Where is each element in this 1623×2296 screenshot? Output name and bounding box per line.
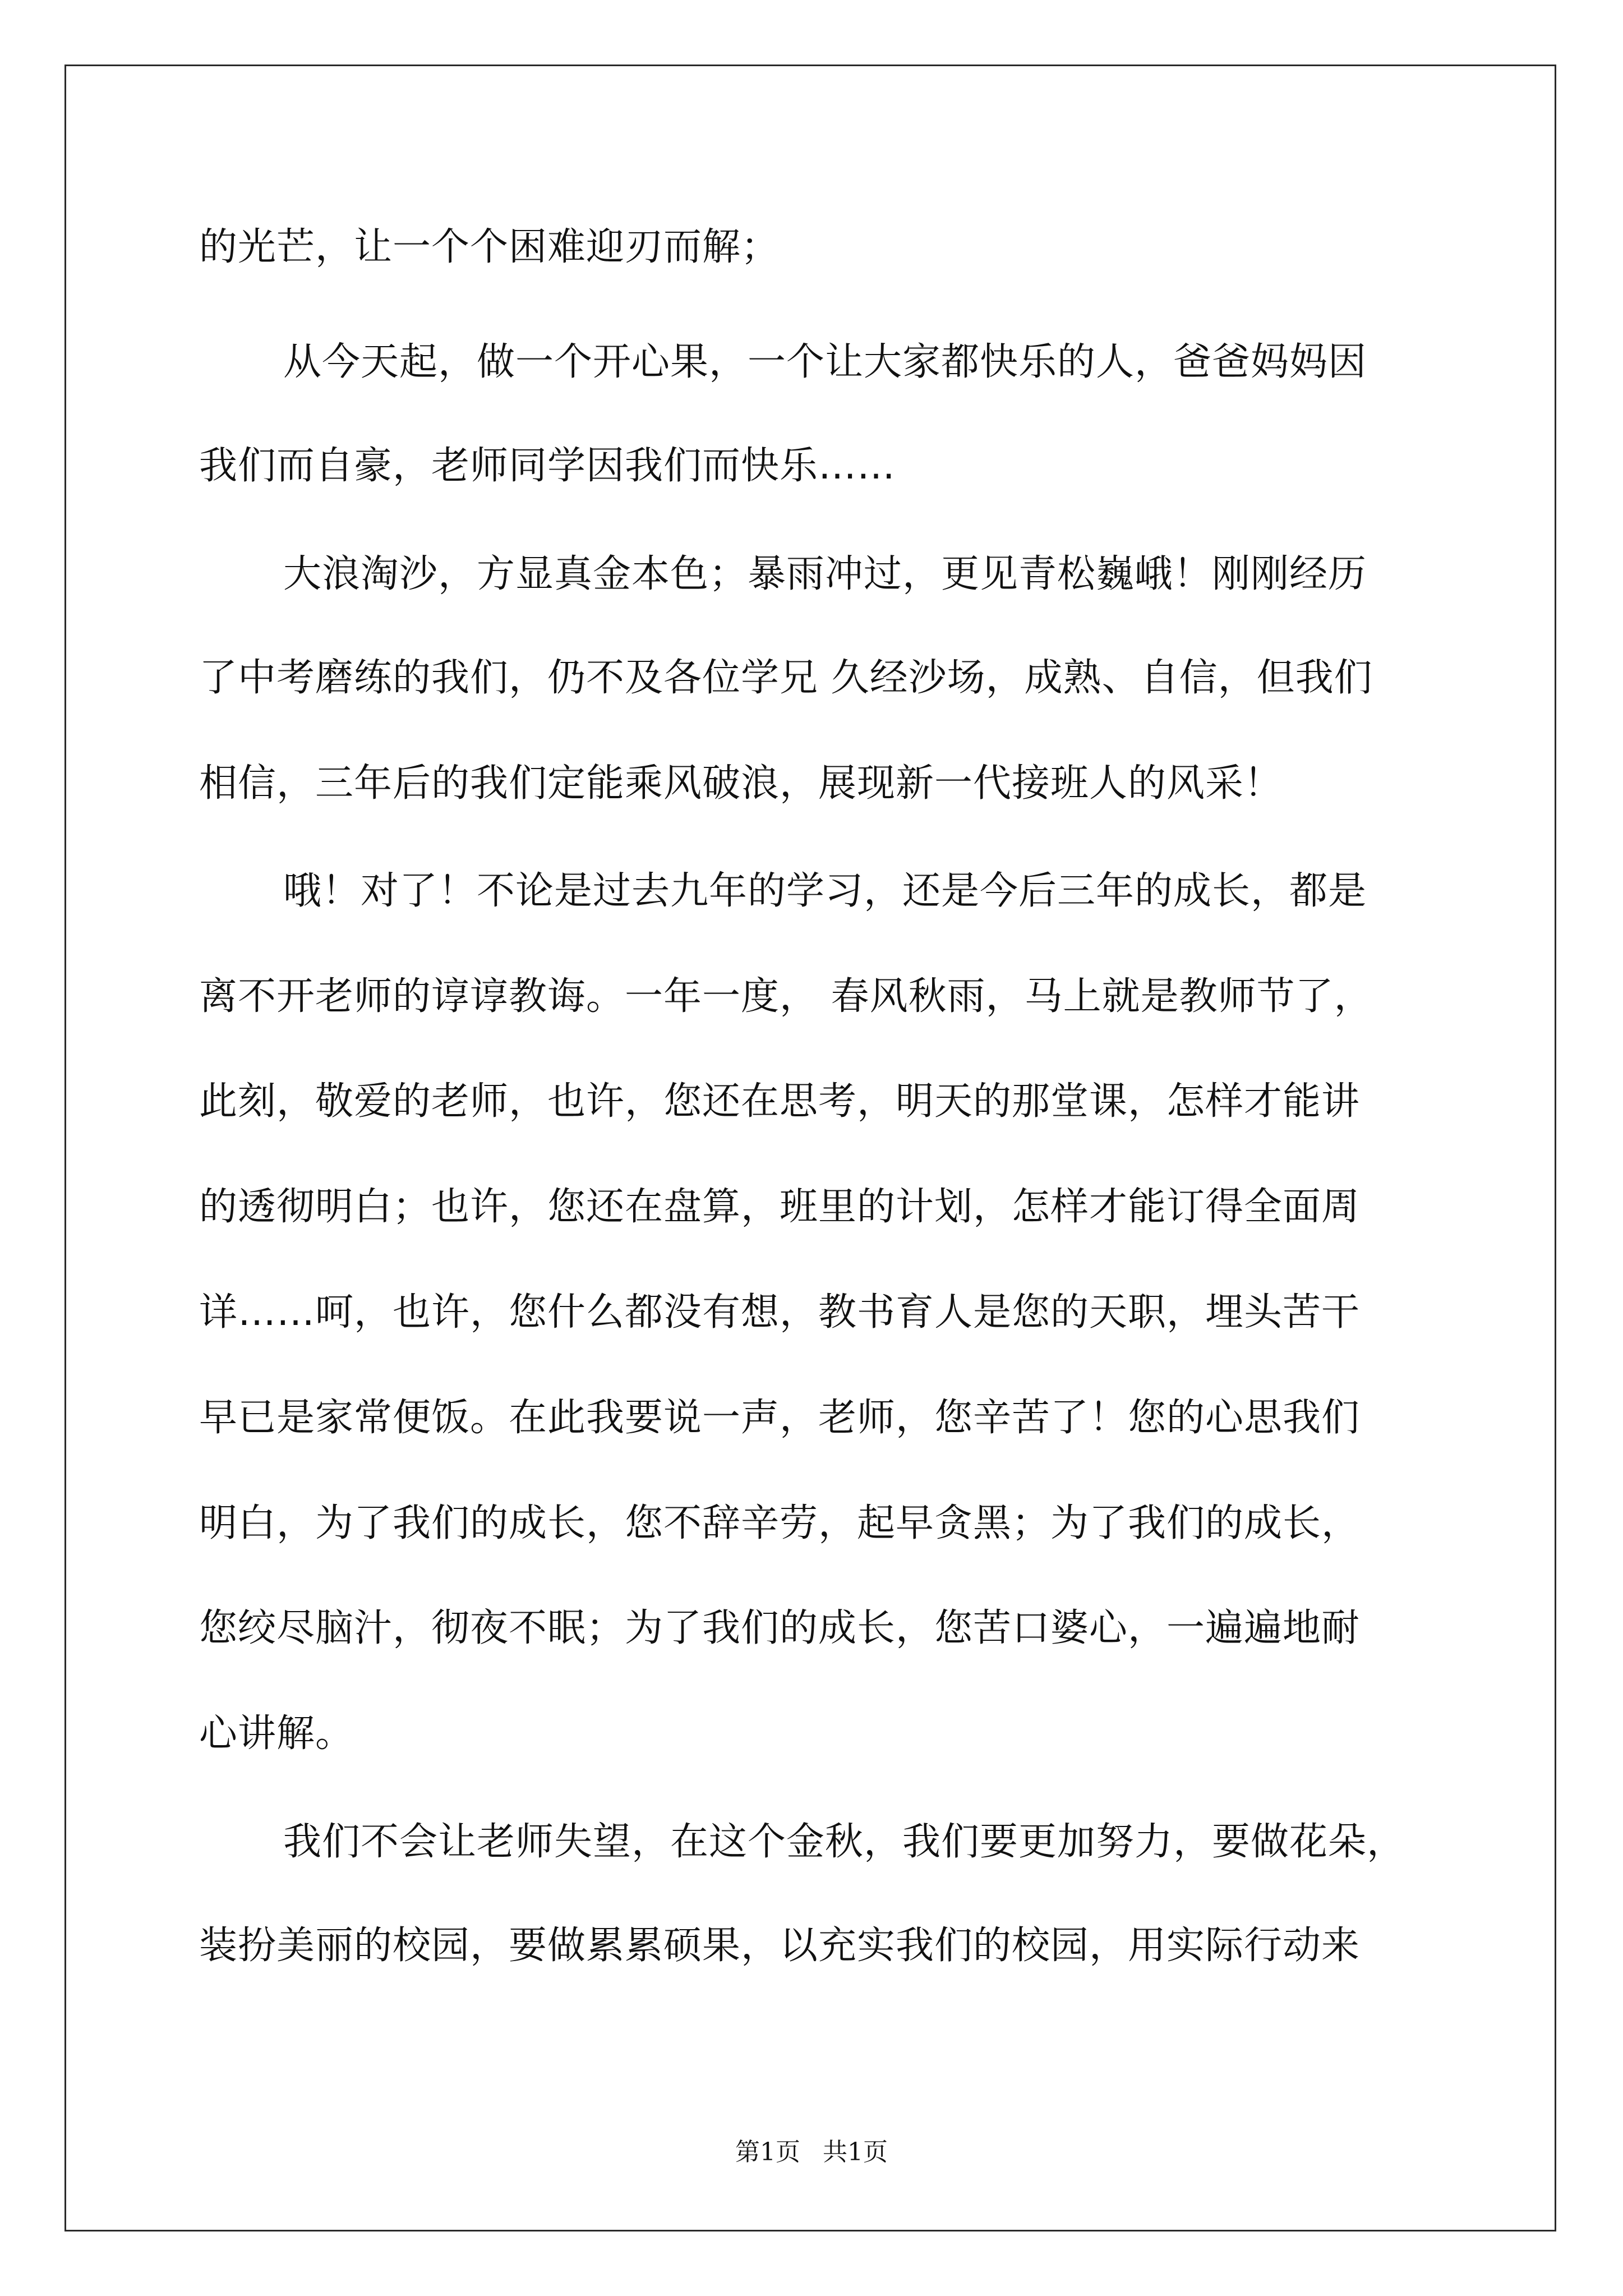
text-line: 此刻，敬爱的老师，也许，您还在思考，明天的那堂课，怎样才能讲 xyxy=(199,1079,1361,1124)
page-frame xyxy=(64,65,1556,2231)
paragraph-start-line: 大浪淘沙，方显真金本色；暴雨冲过，更见青松巍峨！刚刚经历 xyxy=(283,552,1367,596)
total-pages: 共1页 xyxy=(823,2138,888,2166)
text-line: 您绞尽脑汁，彻夜不眠；为了我们的成长，您苦口婆心，一遍遍地耐 xyxy=(199,1606,1361,1650)
text-line: 早已是家常便饭。在此我要说一声，老师，您辛苦了！您的心思我们 xyxy=(199,1396,1361,1440)
paragraph-start-line: 我们不会让老师失望，在这个金秋，我们要更加努力，要做花朵， xyxy=(283,1820,1406,1864)
text-line: 我们而自豪，老师同学因我们而快乐…… xyxy=(199,444,896,488)
text-line: 的光芒，让一个个困难迎刃而解； xyxy=(199,225,780,269)
text-line: 了中考磨练的我们，仍不及各位学兄 久经沙场，成熟、自信，但我们 xyxy=(199,656,1373,700)
text-line: 明白，为了我们的成长，您不辞辛劳，起早贪黑；为了我们的成长， xyxy=(199,1501,1361,1545)
text-line: 相信，三年后的我们定能乘风破浪，展现新一代接班人的风采！ xyxy=(199,761,1283,806)
text-line: 的透彻明白；也许，您还在盘算，班里的计划，怎样才能订得全面周 xyxy=(199,1185,1361,1229)
paragraph-start-line: 哦！对了！不论是过去九年的学习，还是今后三年的成长，都是 xyxy=(283,869,1367,913)
text-line: 心讲解。 xyxy=(199,1711,354,1756)
text-line: 装扮美丽的校园，要做累累硕果，以充实我们的校园，用实际行动来 xyxy=(199,1924,1361,1968)
text-line: 详……呵，也许，您什么都没有想，教书育人是您的天职，埋头苦干 xyxy=(199,1290,1361,1335)
paragraph-start-line: 从今天起，做一个开心果，一个让大家都快乐的人，爸爸妈妈因 xyxy=(283,340,1367,384)
text-line: 离不开老师的谆谆教诲。一年一度， 春风秋雨，马上就是教师节了， xyxy=(199,974,1373,1019)
page-number: 第1页 xyxy=(735,2138,800,2166)
page-footer xyxy=(0,2140,1623,2165)
